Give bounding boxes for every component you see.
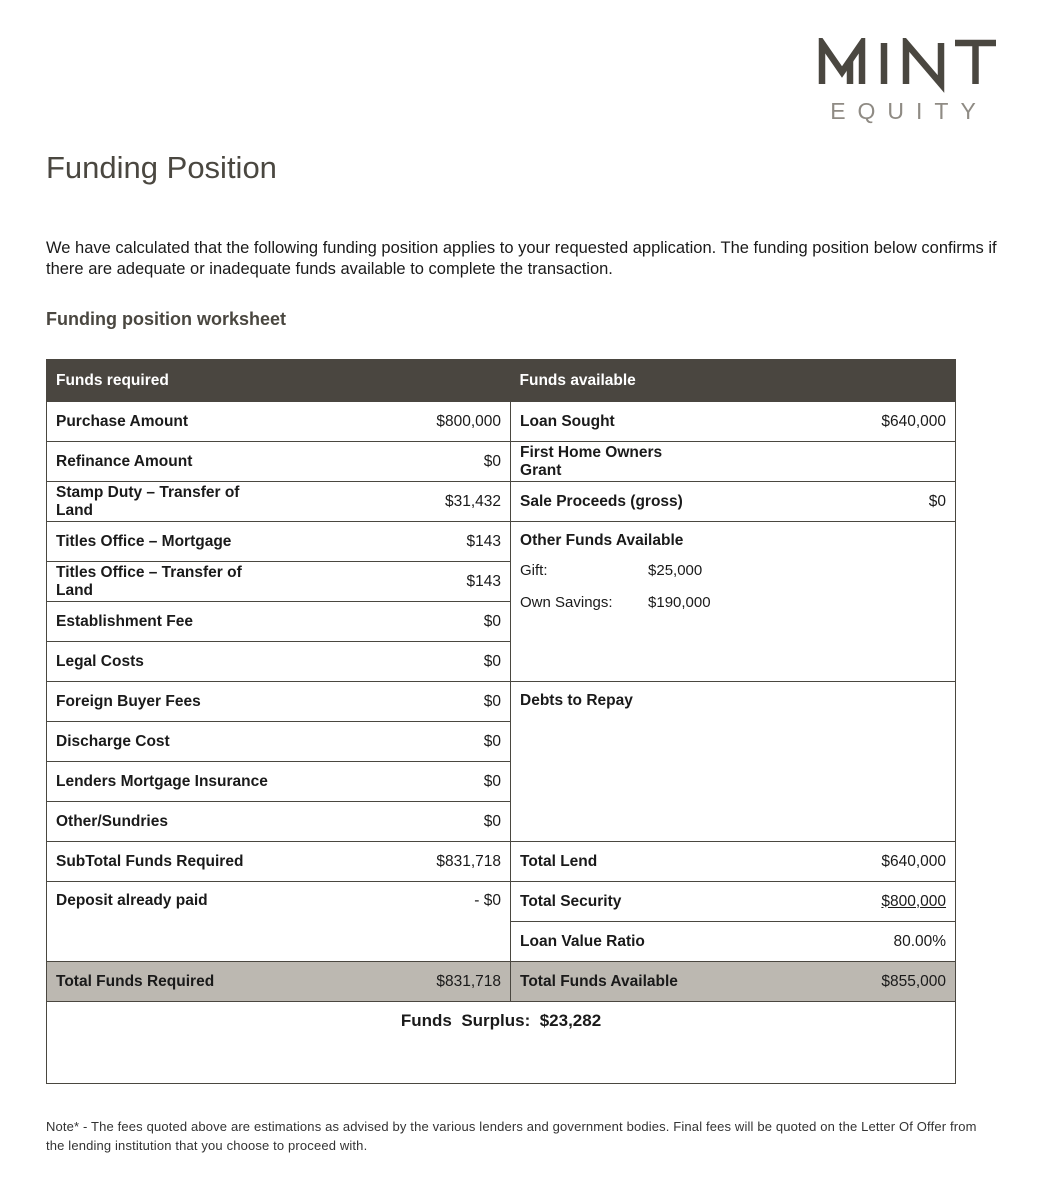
table-row <box>47 482 956 522</box>
establishment-fee-value: $0 <box>287 602 511 642</box>
own-savings-label: Own Savings: <box>520 594 613 611</box>
lenders-mortgage-insurance-value: $0 <box>287 762 511 802</box>
titles-office-mortgage-label: Titles Office – Mortgage <box>47 522 287 562</box>
table-row <box>47 882 956 922</box>
deposit-paid-value: - $0 <box>287 882 511 962</box>
table-row <box>47 682 956 722</box>
total-funds-required-label: Total Funds Required <box>47 962 287 1002</box>
total-security-label: Total Security <box>511 882 711 922</box>
refinance-amount-label: Refinance Amount <box>47 442 287 482</box>
table-row <box>47 402 956 442</box>
total-lend-value: $640,000 <box>711 842 956 882</box>
other-funds-list <box>520 562 946 626</box>
intro-paragraph: We have calculated that the following funding position applies to your requested application. The funding position below confirms if there are adequate or inadequate funds available to complete the transaction. <box>46 239 997 278</box>
loan-sought-value: $640,000 <box>711 402 956 442</box>
other-funds-cell <box>511 522 956 682</box>
own-savings-value: $190,000 <box>648 594 711 611</box>
footnote: Note* - The fees quoted above are estimations as advised by the various lenders and government bodies. Final fees will be quoted on the Letter Of Offer from the lending institution that you choose to proceed with. <box>46 1119 977 1153</box>
titles-office-mortgage-value: $143 <box>287 522 511 562</box>
table-row <box>47 842 956 882</box>
first-home-owners-grant-label: First Home Owners Grant <box>511 442 711 482</box>
titles-office-transfer-value: $143 <box>287 562 511 602</box>
discharge-cost-value: $0 <box>287 722 511 762</box>
total-security-value: $800,000 <box>881 892 947 910</box>
other-sundries-value: $0 <box>287 802 511 842</box>
svg-text:EQUITY: EQUITY <box>830 98 988 124</box>
legal-costs-value: $0 <box>287 642 511 682</box>
surplus-row <box>47 1002 956 1084</box>
total-funds-available-value: $855,000 <box>711 962 956 1002</box>
list-item <box>520 562 946 594</box>
sale-proceeds-value: $0 <box>711 482 956 522</box>
titles-office-transfer-label: Titles Office – Transfer of Land <box>47 562 287 602</box>
establishment-fee-label: Establishment Fee <box>47 602 287 642</box>
purchase-amount-value: $800,000 <box>287 402 511 442</box>
legal-costs-label: Legal Costs <box>47 642 287 682</box>
funding-worksheet-table <box>46 359 956 1084</box>
refinance-amount-value: $0 <box>287 442 511 482</box>
total-funds-required-value: $831,718 <box>287 962 511 1002</box>
loan-value-ratio-value: 80.00% <box>711 922 956 962</box>
stamp-duty-label: Stamp Duty – Transfer of Land <box>47 482 287 522</box>
list-item <box>520 594 946 626</box>
foreign-buyer-fees-value: $0 <box>287 682 511 722</box>
total-funds-available-label: Total Funds Available <box>511 962 711 1002</box>
table-header-row <box>47 360 956 402</box>
first-home-owners-grant-value <box>711 442 956 482</box>
discharge-cost-label: Discharge Cost <box>47 722 287 762</box>
total-lend-label: Total Lend <box>511 842 711 882</box>
other-funds-label: Other Funds Available <box>520 532 684 549</box>
debts-to-repay-label: Debts to Repay <box>520 692 633 709</box>
funds-surplus: Funds Surplus: $23,282 <box>47 1002 956 1084</box>
worksheet-title: Funding position worksheet <box>46 309 286 329</box>
deposit-paid-label: Deposit already paid <box>47 882 287 962</box>
foreign-buyer-fees-label: Foreign Buyer Fees <box>47 682 287 722</box>
loan-sought-label: Loan Sought <box>511 402 711 442</box>
subtotal-funds-required-label: SubTotal Funds Required <box>47 842 287 882</box>
stamp-duty-value: $31,432 <box>287 482 511 522</box>
gift-label: Gift: <box>520 562 548 579</box>
table-row <box>47 442 956 482</box>
page-title: Funding Position <box>46 150 277 185</box>
header-funds-required: Funds required <box>47 360 511 402</box>
lenders-mortgage-insurance-label: Lenders Mortgage Insurance <box>47 762 287 802</box>
mint-equity-logo <box>816 38 1000 124</box>
subtotal-funds-required-value: $831,718 <box>287 842 511 882</box>
table-row <box>47 522 956 562</box>
totals-row <box>47 962 956 1002</box>
debts-to-repay-cell <box>511 682 956 842</box>
other-sundries-label: Other/Sundries <box>47 802 287 842</box>
gift-value: $25,000 <box>648 562 703 579</box>
header-funds-available: Funds available <box>511 360 956 402</box>
loan-value-ratio-label: Loan Value Ratio <box>511 922 711 962</box>
purchase-amount-label: Purchase Amount <box>47 402 287 442</box>
sale-proceeds-label: Sale Proceeds (gross) <box>511 482 711 522</box>
